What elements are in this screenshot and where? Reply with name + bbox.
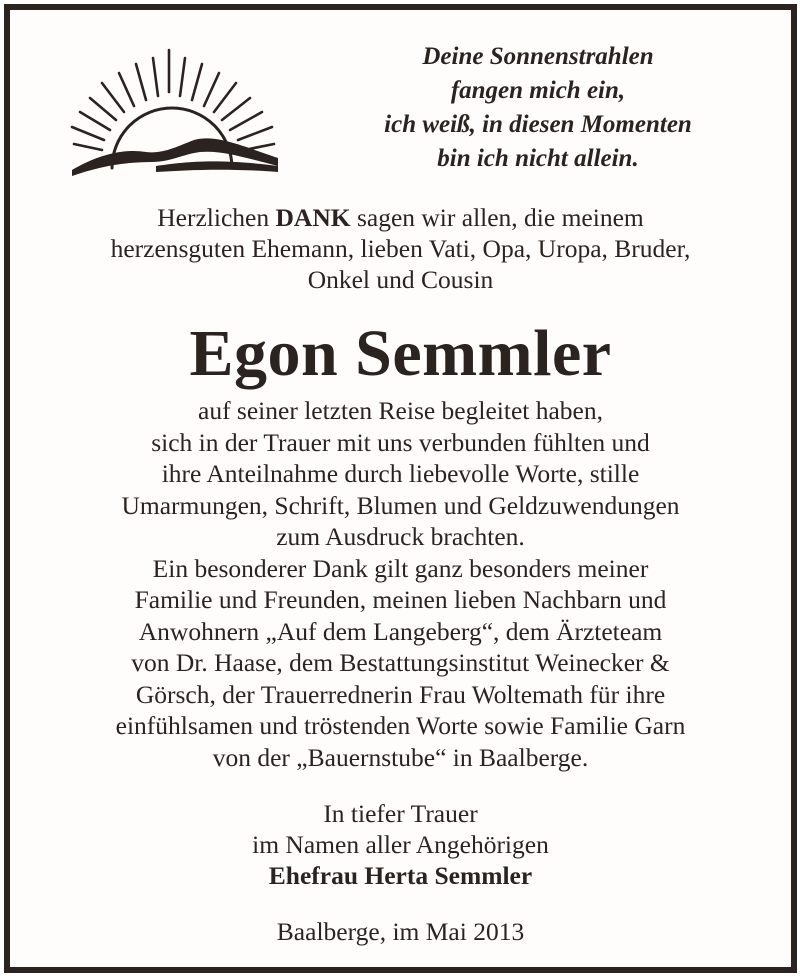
poem-line: fangen mich ein, (450, 77, 626, 104)
intro-text-after: sagen wir allen, die meinem (350, 203, 644, 232)
deceased-name: Egon Semmler (189, 317, 612, 390)
obituary-thank-you-notice (4, 4, 797, 973)
place-and-date: Baalberge, im Mai 2013 (276, 917, 525, 946)
text-line: zum Ausdruck brachten. (276, 522, 525, 551)
text-line: einfühlsamen und tröstenden Worte sowie Familie Garn (115, 711, 686, 740)
signer-name: Ehefrau Herta Semmler (268, 861, 533, 890)
poem-verse (328, 40, 748, 176)
text-line: von Dr. Haase, dem Bestattungsinstitut Weinecker & (131, 648, 670, 677)
text-line: Familie und Freunden, meinen lieben Nachbarn und (134, 585, 667, 614)
text-line: von der „Bauernstube“ in Baalberge. (212, 742, 589, 772)
text-line: Anwohnern „Auf dem Langeberg“, dem Ärzteteam (138, 616, 663, 646)
text-line: sich in der Trauer mit uns verbunden fühlten und (151, 427, 650, 457)
text-line: auf seiner letzten Reise begleitet haben, (198, 396, 603, 425)
poem-line: ich weiß, in diesen Momenten (384, 111, 692, 138)
text-line: Görsch, der Trauerrednerin Frau Woltemath für ihre (135, 679, 666, 709)
dank-word: DANK (275, 203, 351, 232)
poem-line: bin ich nicht allein. (437, 145, 639, 172)
text-line: Umarmungen, Schrift, Blumen und Geldzuwendungen (121, 490, 680, 520)
poem-line: Deine Sonnenstrahlen (422, 43, 654, 70)
intro-line: herzensguten Ehemann, lieben Vati, Opa, Uropa, Bruder, (110, 234, 691, 263)
intro-line: Onkel und Cousin (307, 265, 494, 294)
text-line: Ein besonderer Dank gilt ganz besonders meiner (152, 553, 649, 583)
closing-block (10, 798, 791, 891)
intro-text-before: Herzlichen (157, 203, 276, 232)
closing-line: im Namen aller Angehörigen (252, 830, 549, 859)
sunrise-over-hills-icon (66, 40, 284, 180)
text-line: ihre Anteilnahme durch liebevolle Worte, stille (161, 459, 640, 488)
intro-text (10, 202, 791, 295)
main-thank-you-text (10, 395, 791, 773)
closing-line: In tiefer Trauer (323, 799, 478, 828)
intro-line (10, 202, 791, 233)
